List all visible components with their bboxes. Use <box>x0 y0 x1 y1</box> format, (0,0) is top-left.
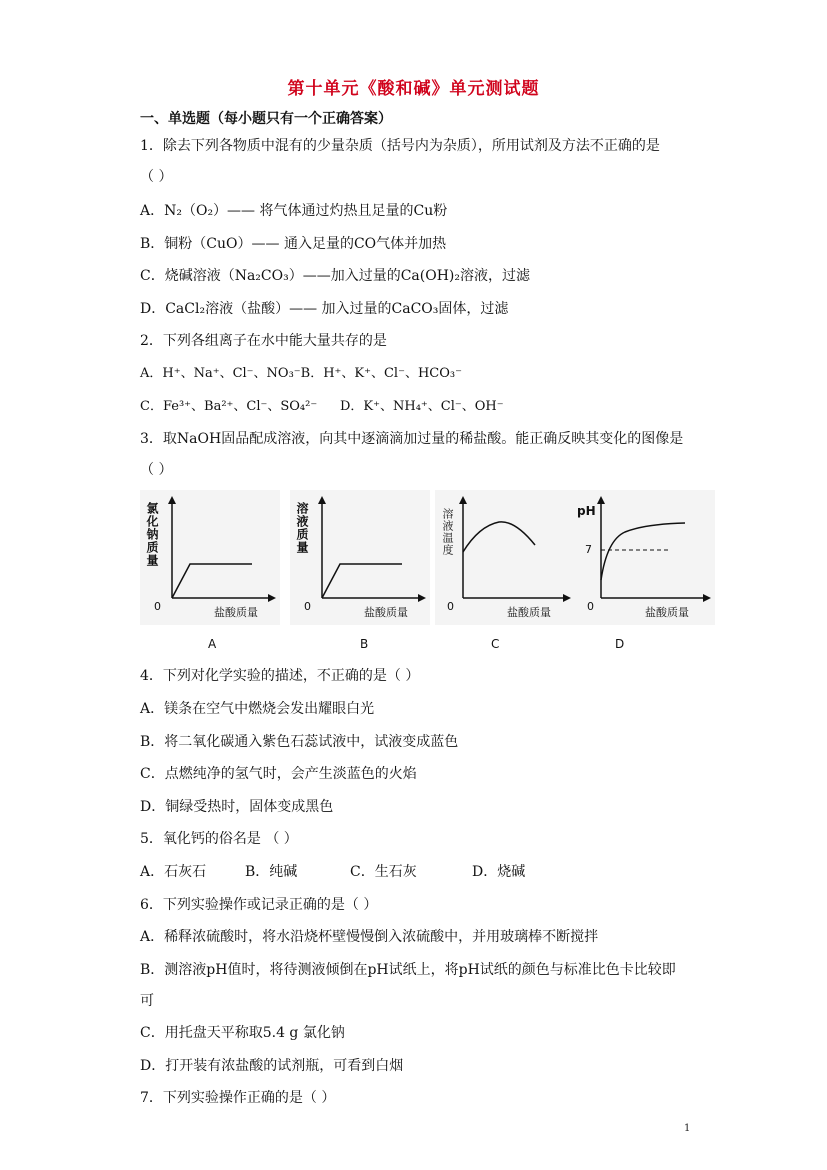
q3-paren: （ ） <box>140 462 173 478</box>
q6-stem: 6．下列实验操作或记录正确的是（ ） <box>140 897 378 913</box>
q4-option-c: C．点燃纯净的氢气时，会产生淡蓝色的火焰 <box>140 766 417 782</box>
q1-option-d: D．CaCl₂溶液（盐酸）—— 加入过量的CaCO₃固体，过滤 <box>140 301 509 317</box>
graph-c-origin: 0 <box>447 600 454 613</box>
q1-option-a: A．N₂（O₂）—— 将气体通过灼热且足量的Cu粉 <box>140 203 448 219</box>
q2-stem: 2．下列各组离子在水中能大量共存的是 <box>140 333 387 349</box>
q1-paren: （ ） <box>140 169 173 185</box>
q4-option-a: A．镁条在空气中燃烧会发出耀眼白光 <box>140 701 375 717</box>
graph-b-plot <box>290 490 430 625</box>
graph-d-letter: D <box>615 637 625 651</box>
q2-option-c: C．Fe³⁺、Ba²⁺、Cl⁻、SO₄²⁻ <box>140 399 318 414</box>
graph-d <box>575 490 715 625</box>
graph-a-xlabel: 盐酸质量 <box>214 606 258 619</box>
q4-option-b: B．将二氧化碳通入紫色石蕊试液中，试液变成蓝色 <box>140 734 459 750</box>
graph-b <box>290 490 430 625</box>
graph-a-plot <box>140 490 280 625</box>
q5-option-d: D．烧碱 <box>472 864 526 880</box>
graph-d-ylabel: pH <box>577 504 596 518</box>
graph-a-ylabel: 氯化钠质量 <box>145 502 159 567</box>
graph-d-ref-label: 7 <box>585 543 592 556</box>
q1-stem: 1．除去下列各物质中混有的少量杂质（括号内为杂质），所用试剂及方法不正确的是 <box>140 138 660 154</box>
q3-stem: 3．取NaOH固品配成溶液，向其中逐滴滴加过量的稀盐酸。能正确反映其变化的图像是 <box>140 431 684 447</box>
graph-b-curve <box>322 564 402 598</box>
graph-c <box>435 490 575 625</box>
q3-graphs <box>140 490 720 630</box>
q5-stem: 5．氧化钙的俗名是 （ ） <box>140 831 298 847</box>
graph-c-ylabel: 溶液温度 <box>441 508 454 556</box>
q6-option-b-line1: B．测溶液pH值时，将待测液倾倒在pH试纸上，将pH试纸的颜色与标准比色卡比较即 <box>140 962 676 978</box>
graph-b-origin: 0 <box>304 600 311 613</box>
q5-option-a: A．石灰石 <box>140 864 207 880</box>
q2-options-ab: A．H⁺、Na⁺、Cl⁻、NO₃⁻B．H⁺、K⁺、Cl⁻、HCO₃⁻ <box>140 366 462 381</box>
q4-option-d: D．铜绿受热时，固体变成黑色 <box>140 799 334 815</box>
graph-a <box>140 490 280 625</box>
graph-d-curve <box>601 523 685 580</box>
q6-option-d: D．打开装有浓盐酸的试剂瓶，可看到白烟 <box>140 1058 404 1074</box>
graph-b-xlabel: 盐酸质量 <box>364 606 408 619</box>
section-heading: 一、单选题（每小题只有一个正确答案） <box>140 111 392 127</box>
graph-a-origin: 0 <box>154 600 161 613</box>
q6-option-a: A．稀释浓硫酸时，将水沿烧杯壁慢慢倒入浓硫酸中，并用玻璃棒不断搅拌 <box>140 929 599 945</box>
q5-option-b: B．纯碱 <box>245 864 298 880</box>
graph-b-ylabel: 溶液质量 <box>295 502 309 554</box>
page-number: 1 <box>684 1123 691 1134</box>
graph-c-xlabel: 盐酸质量 <box>507 606 551 619</box>
q7-stem: 7．下列实验操作正确的是（ ） <box>140 1090 336 1106</box>
q5-option-c: C．生石灰 <box>350 864 417 880</box>
graph-a-curve <box>172 564 252 598</box>
page-title: 第十单元《酸和碱》单元测试题 <box>287 79 540 99</box>
q4-stem: 4．下列对化学实验的描述，不正确的是（ ） <box>140 668 420 684</box>
graph-d-xlabel: 盐酸质量 <box>645 606 689 619</box>
q1-option-b: B．铜粉（CuO）—— 通入足量的CO气体并加热 <box>140 236 447 252</box>
graph-a-letter: A <box>208 637 217 651</box>
q6-option-b-line2: 可 <box>140 993 154 1009</box>
graph-c-letter: C <box>491 637 500 651</box>
graph-c-plot <box>435 490 575 625</box>
q2-option-d: D．K⁺、NH₄⁺、Cl⁻、OH⁻ <box>340 399 504 414</box>
graph-b-letter: B <box>360 637 369 651</box>
q1-option-c: C．烧碱溶液（Na₂CO₃）——加入过量的Ca(OH)₂溶液，过滤 <box>140 268 531 284</box>
q6-option-c: C．用托盘天平称取5.4 g 氯化钠 <box>140 1025 345 1041</box>
graph-d-origin: 0 <box>587 600 594 613</box>
graph-c-curve <box>463 522 535 552</box>
